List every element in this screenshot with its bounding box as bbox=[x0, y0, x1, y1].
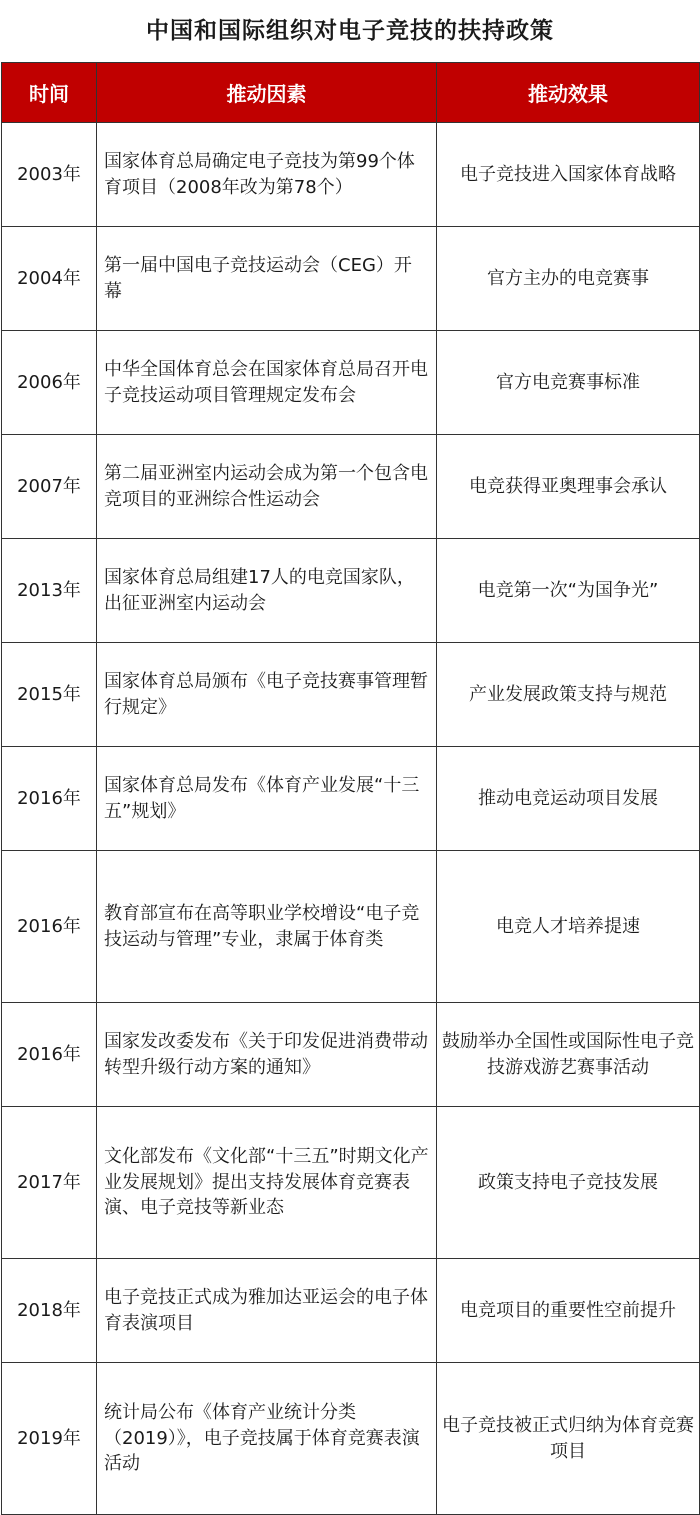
year-cell: 2016年 bbox=[2, 1003, 97, 1107]
factor-cell: 文化部发布《文化部“十三五”时期文化产业发展规划》提出支持发展体育竞赛表演、电子竞技等新业态 bbox=[97, 1107, 437, 1259]
effect-cell: 电竞人才培养提速 bbox=[437, 851, 700, 1003]
effect-cell: 推动电竞运动项目发展 bbox=[437, 747, 700, 851]
year-cell: 2004年 bbox=[2, 227, 97, 331]
table-row bbox=[2, 643, 700, 747]
page-title: 中国和国际组织对电子竞技的扶持政策 bbox=[146, 18, 554, 44]
year-cell: 2016年 bbox=[2, 851, 97, 1003]
year-cell: 2019年 bbox=[2, 1363, 97, 1515]
effect-cell: 鼓励举办全国性或国际性电子竞技游戏游艺赛事活动 bbox=[437, 1003, 700, 1107]
table-row bbox=[2, 123, 700, 227]
factor-cell: 教育部宣布在高等职业学校增设“电子竞技运动与管理”专业，隶属于体育类 bbox=[97, 851, 437, 1003]
effect-cell: 产业发展政策支持与规范 bbox=[437, 643, 700, 747]
factor-cell: 国家发改委发布《关于印发促进消费带动转型升级行动方案的通知》 bbox=[97, 1003, 437, 1107]
table-row bbox=[2, 1259, 700, 1363]
table-row bbox=[2, 227, 700, 331]
year-cell: 2003年 bbox=[2, 123, 97, 227]
year-cell: 2016年 bbox=[2, 747, 97, 851]
year-cell: 2006年 bbox=[2, 331, 97, 435]
year-cell: 2017年 bbox=[2, 1107, 97, 1259]
factor-cell: 国家体育总局确定电子竞技为第99个体育项目（2008年改为第78个） bbox=[97, 123, 437, 227]
factor-cell: 国家体育总局组建17人的电竞国家队，出征亚洲室内运动会 bbox=[97, 539, 437, 643]
year-cell: 2018年 bbox=[2, 1259, 97, 1363]
table-row bbox=[2, 1363, 700, 1515]
table-row bbox=[2, 851, 700, 1003]
table-row bbox=[2, 747, 700, 851]
table-row bbox=[2, 1003, 700, 1107]
header-effect: 推动效果 bbox=[437, 63, 700, 123]
table-header-row bbox=[2, 63, 700, 123]
table-row bbox=[2, 331, 700, 435]
factor-cell: 国家体育总局颁布《电子竞技赛事管理暂行规定》 bbox=[97, 643, 437, 747]
effect-cell: 官方电竞赛事标准 bbox=[437, 331, 700, 435]
factor-cell: 第一届中国电子竞技运动会（CEG）开幕 bbox=[97, 227, 437, 331]
year-cell: 2013年 bbox=[2, 539, 97, 643]
year-cell: 2015年 bbox=[2, 643, 97, 747]
table-row bbox=[2, 539, 700, 643]
effect-cell: 电竞获得亚奥理事会承认 bbox=[437, 435, 700, 539]
effect-cell: 电竞第一次“为国争光” bbox=[437, 539, 700, 643]
header-factor: 推动因素 bbox=[97, 63, 437, 123]
factor-cell: 电子竞技正式成为雅加达亚运会的电子体育表演项目 bbox=[97, 1259, 437, 1363]
effect-cell: 政策支持电子竞技发展 bbox=[437, 1107, 700, 1259]
effect-cell: 电竞项目的重要性空前提升 bbox=[437, 1259, 700, 1363]
effect-cell: 电子竞技进入国家体育战略 bbox=[437, 123, 700, 227]
factor-cell: 中华全国体育总会在国家体育总局召开电子竞技运动项目管理规定发布会 bbox=[97, 331, 437, 435]
effect-cell: 官方主办的电竞赛事 bbox=[437, 227, 700, 331]
header-time: 时间 bbox=[2, 63, 97, 123]
table-row bbox=[2, 435, 700, 539]
factor-cell: 第二届亚洲室内运动会成为第一个包含电竞项目的亚洲综合性运动会 bbox=[97, 435, 437, 539]
factor-cell: 国家体育总局发布《体育产业发展“十三五”规划》 bbox=[97, 747, 437, 851]
factor-cell: 统计局公布《体育产业统计分类（2019）》，电子竞技属于体育竞赛表演活动 bbox=[97, 1363, 437, 1515]
table-row bbox=[2, 1107, 700, 1259]
policy-table bbox=[1, 62, 700, 1515]
effect-cell: 电子竞技被正式归纳为体育竞赛项目 bbox=[437, 1363, 700, 1515]
year-cell: 2007年 bbox=[2, 435, 97, 539]
